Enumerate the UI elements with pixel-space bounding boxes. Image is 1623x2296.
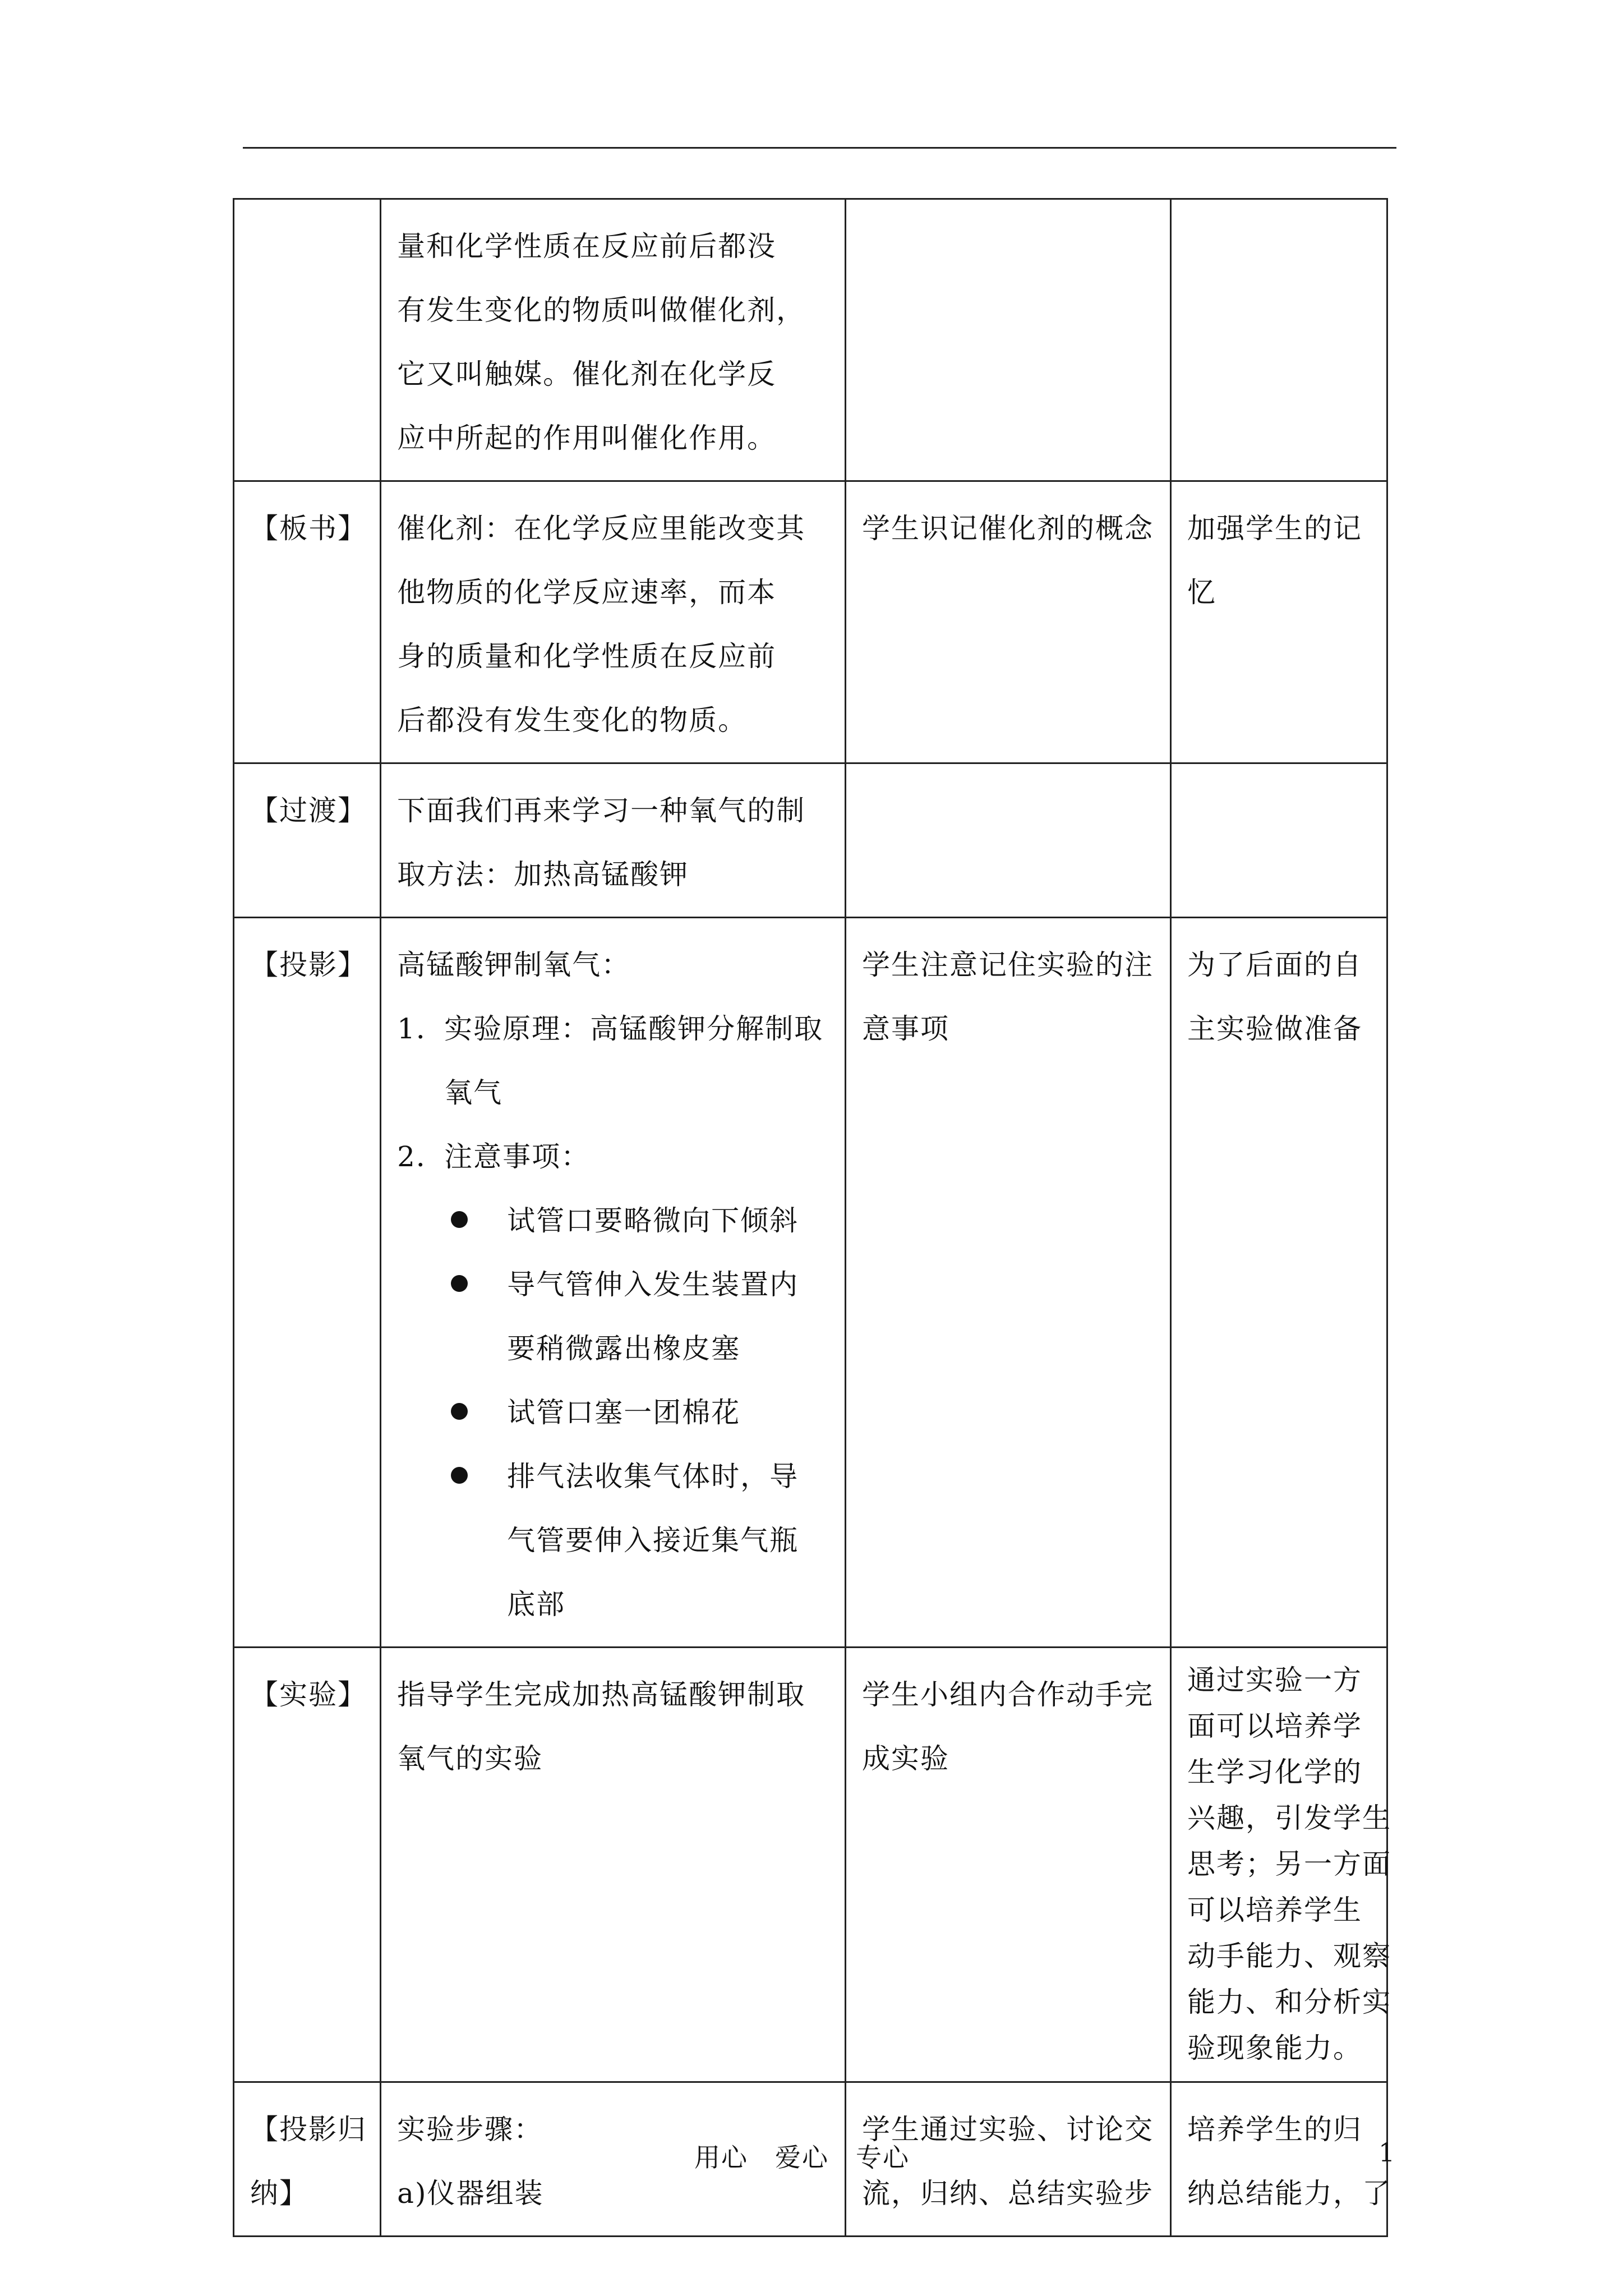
footer-motto: 用心 爱心 专心	[694, 2142, 910, 2173]
teacher-activity-cell: 催化剂：在化学反应里能改变其 他物质的化学反应速率，而本 身的质量和化学性质在反应前 后都没有发生变化的物质。	[381, 481, 846, 763]
student-activity-cell: 学生注意记住实验的注 意事项	[845, 918, 1170, 1648]
teacher-activity-cell: 实验步骤： a)仪器组装	[381, 2082, 846, 2237]
bullet-item: 试管口要略微向下倾斜	[397, 1189, 830, 1253]
design-purpose-cell: 通过实验一方 面可以培养学 生学习化学的 兴趣，引发学生 思考；另一方面 可以培养学生 动手能力、观察 能力、和分析实 验现象能力。	[1171, 1648, 1387, 2082]
student-activity-cell: 学生小组内合作动手完 成实验	[845, 1648, 1170, 2082]
header-rule	[243, 147, 1396, 149]
step-label-cell: 【投影】	[234, 918, 381, 1648]
design-purpose-cell	[1171, 199, 1387, 481]
bullet-dot-icon	[451, 1275, 468, 1292]
step-label-cell	[234, 199, 381, 481]
student-activity-cell	[845, 199, 1170, 481]
table-row	[234, 481, 1387, 763]
numbered-item: 2．注意事项：	[397, 1140, 591, 1173]
table-row	[234, 763, 1387, 918]
design-purpose-cell: 加强学生的记 忆	[1171, 481, 1387, 763]
design-purpose-cell: 培养学生的归 纳总结能力，了	[1171, 2082, 1387, 2237]
lesson-plan-table	[233, 198, 1392, 2237]
bullet-dot-icon	[451, 1467, 468, 1484]
step-label-cell: 【过渡】	[234, 763, 381, 918]
bullet-dot-icon	[451, 1403, 468, 1420]
bullet-item: 试管口塞一团棉花	[397, 1381, 830, 1444]
projection-title: 高锰酸钾制氧气：	[397, 949, 631, 981]
teacher-activity-cell: 下面我们再来学习一种氧气的制 取方法：加热高锰酸钾	[381, 763, 846, 918]
teacher-activity-cell: 量和化学性质在反应前后都没 有发生变化的物质叫做催化剂， 它又叫触媒。催化剂在化学反 应中所起的作用叫催化作用。	[381, 199, 846, 481]
bullet-item: 排气法收集气体时，导	[397, 1444, 830, 1508]
page-footer	[0, 2137, 1623, 2177]
step-label-cell: 【投影归 纳】	[234, 2082, 381, 2237]
bullet-dot-icon	[451, 1211, 468, 1228]
step-label-cell: 【实验】	[234, 1648, 381, 2082]
table-row	[234, 918, 1387, 1648]
table-row	[234, 1648, 1387, 2082]
design-purpose-cell	[1171, 763, 1387, 918]
student-activity-cell: 学生通过实验、讨论交 流，归纳、总结实验步	[845, 2082, 1170, 2237]
bullet-item: 导气管伸入发生装置内	[397, 1253, 830, 1317]
page-number: 1	[1378, 2137, 1395, 2168]
student-activity-cell	[845, 763, 1170, 918]
design-purpose-cell: 为了后面的自 主实验做准备	[1171, 918, 1387, 1648]
teacher-activity-cell: 指导学生完成加热高锰酸钾制取 氧气的实验	[381, 1648, 846, 2082]
numbered-item: 1．实验原理：高锰酸钾分解制取	[397, 1013, 824, 1045]
step-label-cell: 【板书】	[234, 481, 381, 763]
teacher-activity-cell: 高锰酸钾制氧气： 1．实验原理：高锰酸钾分解制取 氧气 2．注意事项： 试管口要略微向下倾斜 导气管伸入发生装置内 要稍微露出橡皮塞 试管口塞一团棉花 排气法收集气体时，导 气管要伸入接近集气瓶 底部	[381, 918, 846, 1648]
student-activity-cell: 学生识记催化剂的概念	[845, 481, 1170, 763]
table-row	[234, 199, 1387, 481]
